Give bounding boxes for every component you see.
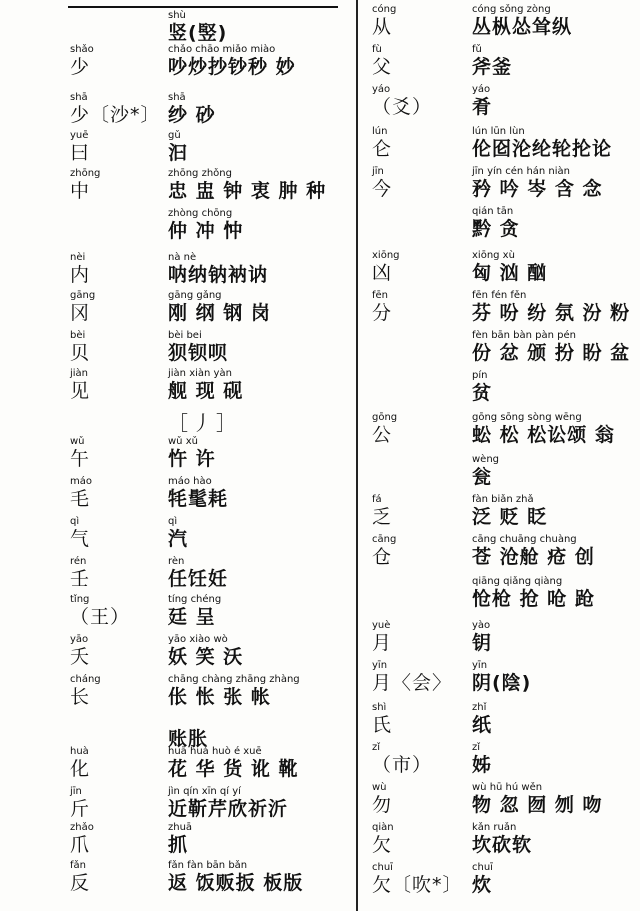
derived-pinyin: fǔ (472, 44, 482, 55)
derived-hanzi: 忠 盅 钟 衷 肿 种 (168, 180, 327, 202)
derived-pinyin: cāng chuāng chuàng (472, 534, 577, 545)
key-pinyin: qì (70, 516, 80, 527)
key-component (70, 822, 94, 856)
derived-hanzi: 贫 (472, 382, 493, 404)
key-component (70, 516, 90, 550)
derived-pinyin: shā (168, 92, 186, 103)
key-pinyin: cóng (372, 4, 397, 15)
derived-hanzi: 妖 笑 沃 (168, 646, 244, 668)
key-character: 毛 (70, 488, 91, 510)
key-character: 壬 (70, 568, 91, 590)
derived-characters (168, 330, 228, 364)
key-pinyin: jiàn (70, 368, 89, 379)
derived-pinyin: jīn yín cén hán niàn (472, 166, 571, 177)
derived-characters (472, 822, 532, 856)
derived-pinyin: wèng (472, 454, 500, 465)
derived-hanzi: 苍 沧舱 疮 创 (472, 546, 595, 568)
key-pinyin: xiōng (372, 250, 400, 261)
key-component (372, 862, 463, 896)
key-component (372, 742, 432, 776)
derived-hanzi: 仲 冲 忡 (168, 220, 244, 242)
derived-hanzi: 竖(竪) (168, 22, 228, 44)
derived-pinyin: chuī (472, 862, 493, 873)
derived-pinyin: qiāng qiǎng qiàng (472, 576, 563, 587)
key-character: （市） (372, 754, 433, 776)
derived-pinyin: fēn fén fěn (472, 290, 527, 301)
key-component (70, 130, 90, 164)
key-pinyin: nèi (70, 252, 86, 263)
derived-pinyin: chāng chàng zhāng zhàng (168, 674, 300, 685)
key-pinyin: shǎo (70, 44, 94, 55)
key-character: 反 (70, 872, 91, 894)
key-character: 父 (372, 56, 393, 78)
derived-characters (168, 746, 298, 780)
derived-hanzi: 花 华 货 讹 靴 (168, 758, 299, 780)
key-pinyin: yuè (372, 620, 391, 631)
derived-pinyin: fǎn fàn bān bǎn (168, 860, 248, 871)
derived-hanzi: 近靳芹欣祈沂 (168, 798, 289, 820)
derived-pinyin: lún lūn lùn (472, 126, 525, 137)
key-character: 仓 (372, 546, 393, 568)
derived-hanzi: 纱 砂 (168, 104, 216, 126)
key-pinyin: fǎn (70, 860, 86, 871)
key-pinyin: jīn (372, 166, 384, 177)
derived-characters (168, 822, 192, 856)
derived-characters (168, 290, 271, 324)
key-character: 化 (70, 758, 91, 780)
key-component (70, 674, 101, 708)
derived-pinyin: yāo xiào wò (168, 634, 228, 645)
derived-characters (472, 330, 630, 364)
key-component (372, 250, 400, 284)
derived-hanzi: 芬 吩 纷 氛 汾 粉 (472, 302, 631, 324)
key-pinyin: shā (70, 92, 88, 103)
derived-hanzi: 伦囵沦纶轮抡论 (472, 138, 613, 160)
key-pinyin: jīn (70, 786, 82, 797)
key-character: 欠 (372, 834, 393, 856)
derived-characters (472, 44, 512, 78)
key-character: 斤 (70, 798, 91, 820)
key-character: 少〔沙*〕 (70, 104, 161, 126)
derived-pinyin: zhuā (168, 822, 193, 833)
derived-characters (472, 782, 602, 816)
derived-characters (472, 702, 492, 736)
key-pinyin: fù (372, 44, 382, 55)
key-character: 月〈会〉 (372, 672, 453, 694)
derived-pinyin: pín (472, 370, 488, 381)
key-component (70, 252, 90, 286)
derived-pinyin: yīn (472, 660, 488, 671)
key-character: 乏 (372, 506, 393, 528)
key-component (70, 168, 100, 202)
key-character: 冈 (70, 302, 91, 324)
derived-characters (472, 166, 602, 200)
derived-hanzi: 炊 (472, 874, 493, 896)
key-pinyin: cháng (70, 674, 101, 685)
derived-hanzi: 泛 贬 眨 (472, 506, 548, 528)
key-pinyin: zhǎo (70, 822, 94, 833)
key-character: 内 (70, 264, 91, 286)
derived-pinyin: gāng gǎng (168, 290, 222, 301)
key-pinyin: yuē (70, 130, 89, 141)
key-character: 爪 (70, 834, 91, 856)
derived-hanzi: 牦髦耗 (168, 488, 229, 510)
derived-characters (472, 84, 492, 118)
derived-characters (168, 10, 227, 44)
derived-hanzi: 斧釜 (472, 56, 513, 78)
derived-characters (472, 660, 531, 694)
key-component (372, 822, 394, 856)
derived-characters (168, 716, 208, 750)
key-character: 气 (70, 528, 91, 550)
key-component (372, 126, 392, 160)
key-pinyin: bèi (70, 330, 86, 341)
derived-pinyin: zhǐ (472, 702, 487, 713)
key-character: 见 (70, 380, 91, 402)
key-pinyin: zǐ (372, 742, 381, 753)
key-character: 少 (70, 56, 91, 78)
key-pinyin: rén (70, 556, 87, 567)
derived-characters (472, 290, 630, 324)
key-pinyin: fēn (372, 290, 389, 301)
key-pinyin: huà (70, 746, 89, 757)
derived-characters (472, 620, 492, 654)
key-character: 贝 (70, 342, 91, 364)
key-component (70, 746, 90, 780)
derived-characters (472, 576, 595, 610)
key-pinyin: gōng (372, 412, 398, 423)
derived-hanzi: 返 饭贩扳 板版 (168, 872, 304, 894)
derived-characters (472, 206, 520, 240)
key-component (70, 290, 95, 324)
derived-pinyin: cóng sǒng zòng (472, 4, 551, 15)
derived-hanzi: 物 忽 囫 刎 吻 (472, 794, 603, 816)
key-pinyin: zhōng (70, 168, 101, 179)
derived-hanzi: 蚣 松 松讼颂 翁 (472, 424, 615, 446)
key-component (372, 412, 397, 446)
derived-characters (168, 252, 268, 286)
derived-hanzi: 刚 纲 钢 岗 (168, 302, 271, 324)
key-character: 仑 (372, 138, 393, 160)
derived-characters (472, 454, 499, 488)
key-character: 勿 (372, 794, 393, 816)
key-component (70, 92, 161, 126)
key-component (70, 44, 94, 78)
derived-hanzi: ［丿］ (168, 411, 240, 435)
key-character: 公 (372, 424, 393, 446)
key-pinyin: máo (70, 476, 92, 487)
derived-pinyin: gōng sōng sòng wēng (472, 412, 582, 423)
derived-hanzi: 舰 现 砚 (168, 380, 244, 402)
derived-pinyin: qián tān (472, 206, 514, 217)
derived-characters (472, 742, 492, 776)
key-component (372, 702, 392, 736)
key-component (372, 4, 396, 38)
derived-pinyin: yáo (472, 84, 491, 95)
derived-hanzi: 任饪妊 (168, 568, 229, 590)
derived-hanzi: 吵炒抄钞秒 妙 (168, 56, 296, 78)
key-character: （爻） (372, 96, 433, 118)
derived-pinyin: rèn (168, 556, 185, 567)
key-character: 氏 (372, 714, 393, 736)
key-character: 从 (372, 16, 393, 38)
key-character: 今 (372, 178, 393, 200)
derived-hanzi: 坎砍软 (472, 834, 533, 856)
derived-characters (472, 862, 493, 896)
derived-characters (472, 4, 572, 38)
derived-hanzi: 钥 (472, 632, 493, 654)
key-component (70, 860, 90, 894)
key-component (70, 594, 130, 628)
derived-characters (472, 126, 612, 160)
derived-characters (472, 250, 547, 284)
derived-hanzi: 纸 (472, 714, 493, 736)
key-component (372, 782, 392, 816)
key-pinyin: wǔ (70, 436, 85, 447)
key-character: 欠〔吹*〕 (372, 874, 463, 896)
derived-pinyin: wǔ xǔ (168, 436, 198, 447)
key-component (70, 436, 90, 470)
derived-characters (472, 534, 595, 568)
key-pinyin: tǐng (70, 594, 90, 605)
derived-pinyin: tíng chéng (168, 594, 222, 605)
key-character: 凶 (372, 262, 393, 284)
derived-hanzi: 份 忿 颁 扮 盼 盆 (472, 342, 631, 364)
key-character: 夭 (70, 646, 91, 668)
derived-hanzi: 丛枞怂耸纵 (472, 16, 573, 38)
key-component (70, 330, 90, 364)
derived-hanzi: 廷 呈 (168, 606, 216, 628)
derived-characters (168, 44, 296, 78)
key-pinyin: shì (372, 702, 387, 713)
derived-hanzi: 伥 怅 张 帐 (168, 686, 271, 708)
derived-pinyin: chǎo chāo miǎo miào (168, 44, 276, 55)
key-pinyin: yīn (372, 660, 388, 671)
derived-hanzi: 汩 (168, 142, 189, 164)
derived-characters (168, 516, 188, 550)
derived-characters (472, 370, 492, 404)
derived-hanzi: 匈 汹 酗 (472, 262, 548, 284)
key-component (70, 786, 90, 820)
key-character: （王） (70, 606, 131, 628)
derived-pinyin: fèn bān bàn pàn pén (472, 330, 577, 341)
key-component (372, 84, 432, 118)
key-component (372, 620, 392, 654)
derived-characters (472, 412, 615, 446)
key-component (372, 44, 392, 78)
derived-hanzi: 阴(陰) (472, 672, 532, 694)
key-component (70, 634, 90, 668)
key-component (70, 556, 90, 590)
key-pinyin: chuī (372, 862, 393, 873)
key-pinyin: yāo (70, 634, 89, 645)
key-component (372, 660, 452, 694)
key-character: 中 (70, 180, 91, 202)
key-component (372, 166, 392, 200)
key-component (372, 494, 392, 528)
derived-hanzi: 姊 (472, 754, 493, 776)
derived-hanzi: 狈钡呗 (168, 342, 229, 364)
derived-pinyin: jìn qín xīn qí yí (168, 786, 241, 797)
derived-characters (472, 494, 547, 528)
key-pinyin: fá (372, 494, 382, 505)
derived-hanzi: 肴 (472, 96, 493, 118)
derived-characters (168, 786, 288, 820)
key-character: 月 (372, 632, 393, 654)
key-component (372, 534, 396, 568)
derived-pinyin: zǐ (472, 742, 481, 753)
derived-characters (168, 208, 243, 242)
derived-pinyin: zhòng chōng (168, 208, 233, 219)
derived-pinyin: gǔ (168, 130, 181, 141)
derived-pinyin: wù hū hú wěn (472, 782, 543, 793)
key-pinyin: gāng (70, 290, 96, 301)
derived-pinyin: shù (168, 10, 186, 21)
key-component (70, 368, 90, 402)
derived-pinyin: máo hào (168, 476, 212, 487)
top-rule (68, 6, 338, 8)
derived-characters (168, 368, 243, 402)
derived-characters (168, 674, 300, 708)
key-component (372, 290, 392, 324)
derived-hanzi: 黔 贪 (472, 218, 520, 240)
derived-hanzi: 账胀 (168, 728, 209, 750)
derived-characters (168, 634, 243, 668)
derived-characters (168, 168, 326, 202)
key-pinyin: lún (372, 126, 388, 137)
derived-pinyin: fàn biǎn zhǎ (472, 494, 534, 505)
derived-hanzi: 怆枪 抢 呛 跄 (472, 588, 595, 610)
derived-pinyin (168, 716, 208, 728)
key-pinyin: qiàn (372, 822, 394, 833)
derived-pinyin: huā huá huò é xuē (168, 746, 262, 757)
derived-characters (168, 436, 216, 470)
derived-characters (168, 556, 228, 590)
derived-pinyin: jiàn xiàn yàn (168, 368, 232, 379)
key-character: 午 (70, 448, 91, 470)
key-component (70, 476, 92, 510)
key-character: 长 (70, 686, 91, 708)
derived-hanzi: 忤 许 (168, 448, 216, 470)
column-divider (356, 0, 358, 911)
derived-hanzi: 矜 吟 岑 含 念 (472, 178, 603, 200)
key-character: 分 (372, 302, 393, 324)
derived-hanzi: 瓮 (472, 466, 493, 488)
derived-pinyin: kǎn ruǎn (472, 822, 517, 833)
derived-pinyin: nà nè (168, 252, 197, 263)
derived-characters (168, 92, 216, 126)
key-pinyin: yáo (372, 84, 391, 95)
derived-characters (168, 130, 188, 164)
derived-hanzi: 抓 (168, 834, 189, 856)
key-pinyin: wù (372, 782, 387, 793)
derived-characters (168, 860, 303, 894)
derived-pinyin: yào (472, 620, 491, 631)
derived-hanzi: 呐纳钠衲讷 (168, 264, 269, 286)
derived-pinyin: qì (168, 516, 178, 527)
derived-pinyin: bèi bei (168, 330, 202, 341)
derived-hanzi: 汽 (168, 528, 189, 550)
derived-characters (168, 400, 240, 434)
derived-pinyin: zhōng zhǒng (168, 168, 232, 179)
key-character: 曰 (70, 142, 91, 164)
derived-pinyin: xiōng xù (472, 250, 515, 261)
derived-characters (168, 594, 221, 628)
derived-characters (168, 476, 228, 510)
key-pinyin: cāng (372, 534, 397, 545)
